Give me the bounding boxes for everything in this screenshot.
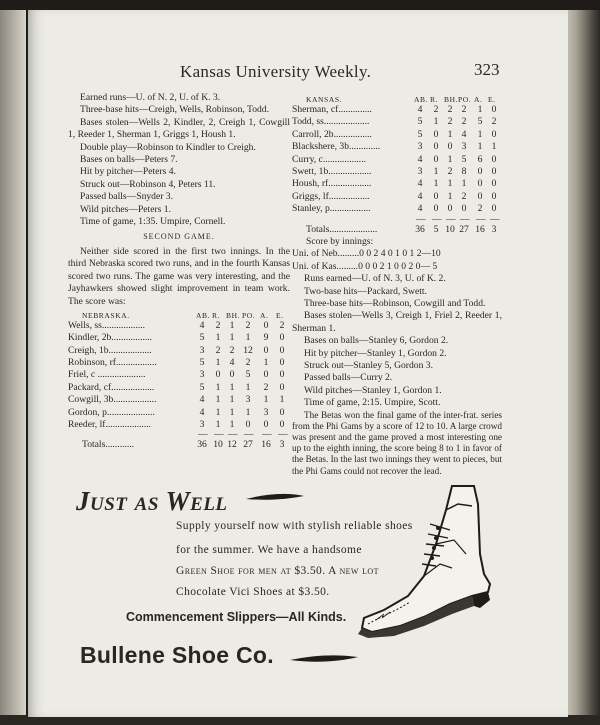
stat-value: 4 — [417, 104, 423, 115]
note-line: Struck out—Stanley 5, Gordon 3. — [304, 359, 433, 371]
player-name: Swett, 1b.................. — [292, 165, 372, 177]
note-line: Bases stolen—Wells 2, Kindler, 2, Creigh 1, Cowgill 1, Reeder 1, Sherman 1, Griggs 1, Housh 1. — [68, 116, 290, 141]
stat-value: 0 — [433, 203, 439, 215]
player-name: Blackshere, 3b............. — [292, 141, 381, 153]
column-header: PO. — [458, 95, 472, 104]
right-column — [292, 92, 502, 477]
stat-value: 1 — [215, 332, 221, 344]
totals-row — [292, 224, 502, 236]
stat-value: 0 — [279, 332, 285, 344]
totals-rule — [292, 213, 502, 225]
stat-value: 5 — [199, 381, 205, 393]
stat-value: 5 — [477, 116, 483, 128]
rule-dash: — — [416, 213, 427, 225]
column-header: R. — [212, 310, 221, 320]
player-row — [68, 345, 290, 357]
ad-commencement: Commencement Slippers—All Kinds. — [126, 610, 347, 624]
player-row — [68, 369, 290, 381]
stat-value: 1 — [263, 394, 269, 406]
note-line: Passed balls—Curry 2. — [304, 372, 393, 384]
note-line: Struck out—Robinson 4, Peters 11. — [80, 178, 216, 190]
team-name: NEBRASKA. — [82, 310, 130, 320]
stat-value: 0 — [279, 344, 285, 356]
total-value: 16 — [475, 223, 485, 235]
innings-lines — [292, 248, 502, 273]
total-value: 10 — [445, 223, 455, 235]
stat-value: 1 — [447, 178, 453, 190]
stat-value: 3 — [199, 344, 205, 356]
stat-value: 2 — [215, 344, 221, 356]
rule-dash: — — [244, 429, 255, 441]
rule-dash: — — [460, 213, 471, 225]
player-name: Cowgill, 3b.................. — [68, 394, 157, 406]
column-header: A. — [474, 95, 483, 104]
stat-value: 1 — [245, 332, 251, 344]
left-column — [68, 92, 290, 452]
stat-value: 5 — [245, 369, 251, 381]
player-name: Packard, cf.................. — [68, 381, 155, 393]
rule-dash: — — [278, 429, 289, 441]
total-value: 3 — [279, 439, 285, 451]
stat-value: 4 — [229, 357, 235, 369]
stat-value: 2 — [245, 319, 251, 331]
note-line: Hit by pitcher—Stanley 1, Gordon 2. — [304, 347, 447, 359]
player-row — [292, 191, 502, 203]
stat-value: 0 — [229, 369, 235, 381]
player-row — [68, 394, 290, 406]
note-line: Three-base hits—Creigh, Wells, Robinson, Todd. — [80, 104, 269, 116]
stat-value: 1 — [229, 332, 235, 344]
stat-value: 2 — [433, 104, 439, 115]
rule-dash: — — [476, 213, 487, 225]
player-row — [292, 178, 502, 190]
stat-value: 1 — [477, 104, 483, 115]
stat-value: 0 — [433, 128, 439, 140]
note-line: Passed balls—Snyder 3. — [80, 191, 174, 203]
note-line: Bases on balls—Peters 7. — [80, 154, 178, 166]
column-header: AB. — [196, 310, 211, 320]
note-line: Three-base hits—Robinson, Cowgill and Todd. — [304, 297, 486, 309]
stat-value: 5 — [199, 332, 205, 344]
total-value: 16 — [261, 439, 271, 451]
rule-dash: — — [432, 213, 443, 225]
note-line: Two-base hits—Packard, Swett. — [304, 285, 427, 297]
total-value: 27 — [243, 439, 253, 451]
second-game-heading: SECOND GAME. — [143, 232, 215, 242]
stat-value: 0 — [263, 369, 269, 381]
page-number: 323 — [474, 60, 500, 79]
stat-value: 0 — [491, 190, 497, 202]
rule-dash: — — [198, 429, 209, 441]
stat-value: 0 — [477, 190, 483, 202]
stat-value: 0 — [447, 203, 453, 215]
stat-value: 0 — [263, 319, 269, 331]
total-value: 5 — [433, 223, 439, 235]
stat-value: 1 — [245, 381, 251, 393]
stat-value: 1 — [433, 178, 439, 190]
box-score-header — [292, 92, 502, 104]
totals-row — [68, 439, 290, 451]
stat-value: 2 — [447, 104, 453, 115]
stat-value: 5 — [417, 128, 423, 140]
note-line: Runs earned—U. of N. 3, U. of K. 2. — [304, 273, 446, 285]
player-name: Curry, c.................. — [292, 153, 366, 165]
player-row — [292, 141, 502, 153]
stat-value: 4 — [417, 190, 423, 202]
facing-page-edge — [0, 10, 26, 715]
stat-value: 1 — [447, 153, 453, 165]
stat-value: 1 — [229, 406, 235, 418]
stat-value: 6 — [477, 153, 483, 165]
stat-value: 2 — [263, 381, 269, 393]
stat-value: 0 — [433, 141, 439, 153]
stat-value: 1 — [229, 381, 235, 393]
kansas-box-score — [292, 92, 502, 236]
stat-value: 1 — [245, 406, 251, 418]
stat-value: 1 — [447, 128, 453, 140]
player-name: Reeder, lf................... — [68, 419, 152, 431]
stat-value: 3 — [199, 369, 205, 381]
player-row — [292, 104, 502, 116]
shoe-illustration-icon — [354, 484, 504, 639]
innings-heading: Score by innings: — [306, 235, 374, 247]
stat-value: 4 — [417, 178, 423, 190]
ad-line-4: Chocolate Vici Shoes at $3.50. — [176, 586, 330, 598]
stat-value: 0 — [491, 104, 497, 115]
shoe-advertisement — [64, 482, 514, 682]
player-row — [68, 357, 290, 369]
stat-value: 0 — [279, 406, 285, 418]
ad-company-name: Bullene Shoe Co. — [80, 642, 274, 668]
stat-value: 2 — [461, 104, 467, 115]
column-header: BH. — [444, 95, 459, 104]
stat-value: 2 — [279, 319, 285, 331]
rule-dash: — — [446, 213, 457, 225]
running-head: Kansas University Weekly. — [180, 62, 372, 81]
innings-line: Uni. of Neb.........0 0 2 4 0 1 0 1 2—10 — [292, 248, 441, 260]
stat-value: 4 — [461, 128, 467, 140]
stat-value: 2 — [215, 319, 221, 331]
stat-value: 2 — [229, 344, 235, 356]
note-line: Double play—Robinson to Kindler to Creigh. — [80, 141, 256, 153]
ad-headline: Just as Well — [76, 486, 228, 516]
column-header: AB. — [414, 95, 429, 104]
stat-value: 0 — [279, 419, 285, 431]
left-notes — [68, 92, 290, 228]
closing-paragraph: The Betas won the final game of the inter-frat. series from the Phi Gams by a score of 12 to 10. A large crowd was present and the game proved a most interesting one up to the eighth inning, the score being 8 to 1 in favor of the Betas. In the last two innings they went to pieces, but the Phi Gams could not recover the lead. — [292, 409, 502, 476]
nebraska-box-score — [68, 308, 290, 452]
player-row — [292, 154, 502, 166]
player-row — [68, 419, 290, 431]
stat-value: 0 — [263, 419, 269, 431]
stat-value: 0 — [477, 165, 483, 177]
totals-label: Totals............ — [82, 439, 135, 451]
player-row — [68, 320, 290, 332]
stat-value: 2 — [461, 190, 467, 202]
ad-line-1: Supply yourself now with stylish reliable shoes — [176, 520, 413, 532]
stat-value: 3 — [245, 394, 251, 406]
player-name: Todd, ss................... — [292, 116, 370, 128]
stat-value: 1 — [477, 141, 483, 153]
player-name: Creigh, 1b.................. — [68, 344, 152, 356]
stat-value: 3 — [199, 419, 205, 431]
second-game-paragraph: Neither side scored in the first two innings. In the third Nebraska scored two runs, and in the fourth Kansas scored two runs. The game was very interesting, and the Jayhawkers showed slight improvement in team work. The score was: — [68, 245, 290, 307]
total-value: 27 — [459, 223, 469, 235]
player-name: Carroll, 2b................ — [292, 128, 372, 140]
stat-value: 0 — [491, 203, 497, 215]
stat-value: 4 — [417, 203, 423, 215]
column-header: PO. — [242, 310, 256, 320]
total-value: 36 — [197, 439, 207, 451]
note-line: Time of game, 1:35. Umpire, Cornell. — [80, 216, 226, 228]
stat-value: 0 — [215, 369, 221, 381]
stat-value: 2 — [461, 116, 467, 128]
stat-value: 3 — [263, 406, 269, 418]
note-line: Earned runs—U. of N. 2, U. of K. 3. — [80, 92, 221, 103]
stat-value: 1 — [433, 116, 439, 128]
stat-value: 1 — [215, 406, 221, 418]
ad-line-3: Green Shoe for men at $3.50. A new lot — [176, 565, 379, 577]
stat-value: 1 — [491, 141, 497, 153]
player-row — [292, 129, 502, 141]
player-row — [68, 332, 290, 344]
swoosh-ornament-icon — [290, 652, 360, 666]
right-notes — [292, 273, 502, 409]
column-header: E. — [488, 95, 496, 104]
player-name: Stanley, p................. — [292, 203, 371, 215]
rule-dash: — — [262, 429, 273, 441]
player-row — [68, 407, 290, 419]
player-row — [68, 382, 290, 394]
ad-line-2: for the summer. We have a handsome — [176, 544, 362, 556]
stat-value: 5 — [417, 116, 423, 128]
player-row — [292, 166, 502, 178]
stat-value: 5 — [461, 153, 467, 165]
stat-value: 3 — [417, 141, 423, 153]
rule-dash: — — [490, 213, 501, 225]
rule-dash: — — [228, 429, 239, 441]
stat-value: 4 — [199, 394, 205, 406]
player-name: Wells, ss.................. — [68, 319, 146, 331]
stat-value: 0 — [491, 178, 497, 190]
stat-value: 1 — [215, 381, 221, 393]
totals-rule — [68, 431, 290, 439]
player-name: Housh, rf.................. — [292, 178, 372, 190]
stat-value: 0 — [279, 369, 285, 381]
stat-value: 5 — [199, 357, 205, 369]
stat-value: 0 — [447, 141, 453, 153]
player-name: Robinson, rf................. — [68, 357, 157, 369]
player-name: Gordon, p.................... — [68, 406, 155, 418]
player-name: Griggs, lf................. — [292, 190, 370, 202]
player-row — [292, 116, 502, 128]
swoosh-ornament-icon — [246, 490, 306, 504]
stat-value: 2 — [491, 116, 497, 128]
totals-label: Totals.................... — [306, 223, 378, 235]
stat-value: 4 — [199, 406, 205, 418]
stat-value: 1 — [447, 190, 453, 202]
stat-value: 1 — [461, 178, 467, 190]
stat-value: 3 — [417, 165, 423, 177]
stat-value: 0 — [433, 190, 439, 202]
rule-dash: — — [214, 429, 225, 441]
box-score-header — [68, 308, 290, 320]
column-header: A. — [260, 310, 269, 320]
player-name: Sherman, cf.............. — [292, 104, 372, 115]
stat-value: 0 — [461, 203, 467, 215]
stat-value: 1 — [229, 319, 235, 331]
stat-value: 0 — [245, 419, 251, 431]
total-value: 12 — [227, 439, 237, 451]
total-value: 36 — [415, 223, 425, 235]
note-line: Bases stolen—Wells 3, Creigh 1, Friel 2, Reeder 1, Sherman 1. — [292, 310, 502, 334]
stat-value: 1 — [263, 357, 269, 369]
innings-line: Uni. of Kas.........0 0 0 2 1 0 0 2 0— 5 — [292, 260, 438, 272]
book-binding — [566, 10, 600, 715]
player-name: Friel, c .................... — [68, 369, 146, 381]
column-header: E. — [276, 310, 284, 320]
stat-value: 1 — [215, 394, 221, 406]
stat-value: 4 — [199, 319, 205, 331]
column-header: R. — [430, 95, 439, 104]
stat-value: 0 — [491, 128, 497, 140]
note-line: Time of game, 2:15. Umpire, Scott. — [304, 397, 441, 409]
total-value: 10 — [213, 439, 223, 451]
stat-value: 4 — [417, 153, 423, 165]
stat-value: 3 — [461, 141, 467, 153]
note-line: Wild pitches—Stanley 1, Gordon 1. — [304, 384, 442, 396]
team-name: KANSAS. — [306, 95, 343, 104]
stat-value: 2 — [477, 203, 483, 215]
stat-value: 0 — [477, 178, 483, 190]
stat-value: 1 — [279, 394, 285, 406]
stat-value: 0 — [491, 165, 497, 177]
stat-value: 0 — [433, 153, 439, 165]
stat-value: 0 — [491, 153, 497, 165]
stat-value: 1 — [229, 394, 235, 406]
note-line: Bases on balls—Stanley 6, Gordon 2. — [304, 335, 449, 347]
stat-value: 0 — [279, 357, 285, 369]
column-header: BH. — [226, 310, 241, 320]
stat-value: 8 — [461, 165, 467, 177]
stat-value: 0 — [263, 344, 269, 356]
total-value: 3 — [491, 223, 497, 235]
stat-value: 1 — [215, 419, 221, 431]
stat-value: 1 — [433, 165, 439, 177]
note-line: Hit by pitcher—Peters 4. — [80, 166, 176, 178]
note-line: Wild pitches—Peters 1. — [80, 203, 172, 215]
stat-value: 0 — [279, 381, 285, 393]
stat-value: 2 — [245, 357, 251, 369]
stat-value: 1 — [215, 357, 221, 369]
stat-value: 1 — [229, 419, 235, 431]
player-name: Kindler, 2b................. — [68, 332, 153, 344]
stat-value: 1 — [477, 128, 483, 140]
stat-value: 9 — [263, 332, 269, 344]
stat-value: 2 — [447, 165, 453, 177]
stat-value: 2 — [447, 116, 453, 128]
stat-value: 12 — [243, 344, 253, 356]
